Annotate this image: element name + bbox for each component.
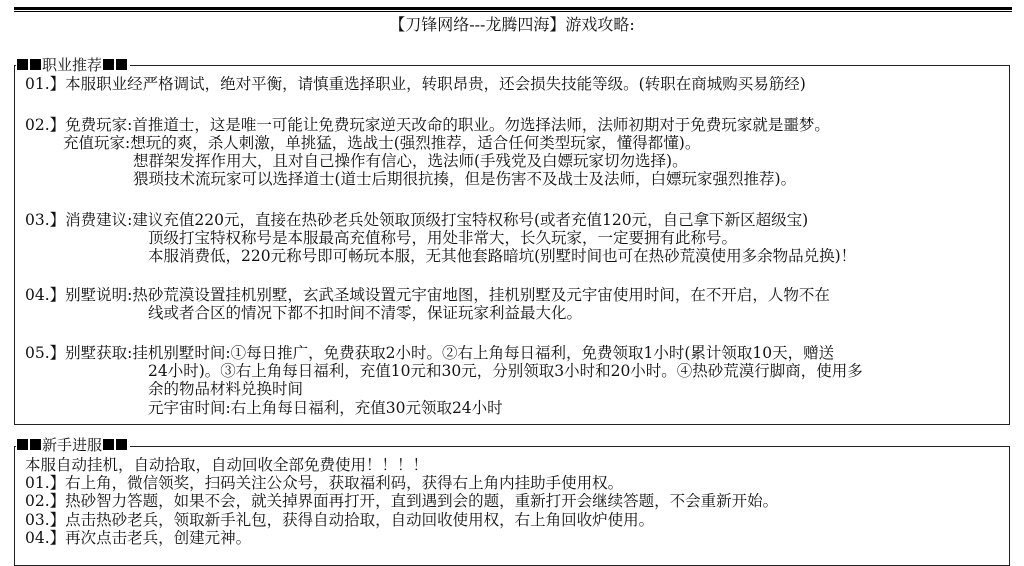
- guide-line: 充值玩家:想玩的爽，杀人刺激，单挑猛，选战士(强烈推荐，适合任何类型玩家，懂得都懂)。: [63, 134, 701, 152]
- guide-line: 24小时)。③右上角每日福利，充值10元和30元，分别领取3小时和20小时。④热砂荒漠行脚商，使用多: [148, 362, 863, 380]
- guide-line: 03.】点击热砂老兵，领取新手礼包，获得自动拾取，自动回收使用权，右上角回收炉使用。: [25, 511, 655, 529]
- guide-line: 03.】消费建议:建议充值220元，直接在热砂老兵处领取顶级打宝特权称号(或者充值120元，自己拿下新区超级宝): [25, 211, 809, 229]
- guide-line: 05.】别墅获取:挂机别墅时间:①每日推广，免费获取2小时。②右上角每日福利，免费领取1小时(累计领取10天，赠送: [25, 344, 835, 362]
- top-rule-thin: [14, 11, 1012, 12]
- square-bullet-icon: [103, 59, 114, 70]
- top-rule-thick: [14, 7, 1012, 10]
- guide-line: 01.】右上角，微信领奖，扫码关注公众号，获取福利码，获得右上角内挂助手使用权。: [25, 474, 624, 492]
- guide-line: 余的物品材料兑换时间: [148, 380, 304, 398]
- square-bullet-icon: [116, 59, 127, 70]
- guide-line: 04.】再次点击老兵，创建元神。: [25, 529, 252, 547]
- section-label-class: [16, 56, 130, 74]
- square-bullet-icon: [103, 439, 114, 450]
- square-bullet-icon: [116, 439, 127, 450]
- guide-line: 本服自动挂机，自动拾取，自动回收全部免费使用！！！！: [25, 456, 429, 474]
- square-bullet-icon: [30, 59, 41, 70]
- section-title: 职业推荐: [42, 56, 103, 74]
- guide-line: 01.】本服职业经严格调试，绝对平衡，请慎重选择职业，转职昂贵，还会损失技能等级。(转职在商城购买易筋经): [25, 75, 806, 93]
- guide-line: 顶级打宝特权称号是本服最高充值称号，用处非常大，长久玩家，一定要拥有此称号。: [148, 229, 738, 247]
- square-bullet-icon: [30, 439, 41, 450]
- section-label-newbie: [16, 436, 130, 454]
- guide-line: 元宇宙时间:右上角每日福利，充值30元领取24小时: [148, 399, 503, 417]
- guide-line: 02.】免费玩家:首推道士，这是唯一可能让免费玩家逆天改命的职业。勿选择法师，法师初期对于免费玩家就是噩梦。: [25, 116, 830, 134]
- guide-line: 线或者合区的情况下都不扣时间不清零，保证玩家利益最大化。: [148, 304, 583, 322]
- page-title: 【刀锋网络---龙腾四海】游戏攻略:: [389, 15, 635, 34]
- guide-line: 想群架发挥作用大，且对自己操作有信心，选法师(手残党及白嫖玩家切勿选择)。: [133, 152, 688, 170]
- square-bullet-icon: [17, 439, 28, 450]
- guide-line: 02.】热砂智力答题，如果不会，就关掉界面再打开，直到遇到会的题，重新打开会继续答题，不会重新开始。: [25, 492, 779, 510]
- section-title: 新手进服: [42, 436, 103, 454]
- guide-line: 本服消费低，220元称号即可畅玩本服，无其他套路暗坑(别墅时间也可在热砂荒漠使用多余物品兑换)！: [148, 247, 857, 265]
- guide-line: 猥琐技术流玩家可以选择道士(道士后期很抗揍，但是伤害不及战士及法师，白嫖玩家强烈推荐)。: [133, 170, 797, 188]
- square-bullet-icon: [17, 59, 28, 70]
- guide-line: 04.】别墅说明:热砂荒漠设置挂机别墅，玄武圣域设置元宇宙地图，挂机别墅及元宇宙使用时间，在不开启，人物不在: [25, 286, 830, 304]
